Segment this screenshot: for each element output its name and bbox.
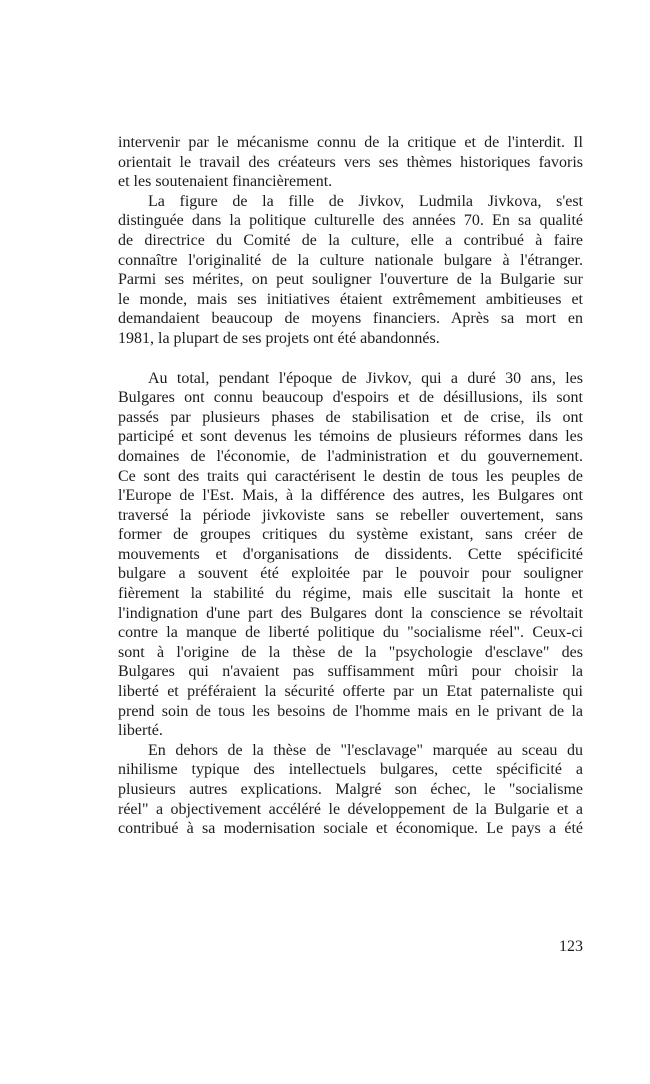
text-line: 1981, la plupart de ses projets ont été abandonnés. [118,329,440,347]
text-line: traversé la période jivkoviste sans se rebeller ouvertement, sans [118,506,583,524]
paragraph [118,741,583,839]
text-line: distinguée dans la politique culturelle des années 70. En sa qualité [118,212,583,230]
text-line: nihilisme typique des intellectuels bulgares, cette spécificité a [118,761,583,779]
text-line: participé et sont devenus les témoins de plusieurs réformes dans les [118,428,583,446]
text-line: fièrement la stabilité du régime, mais elle suscitait la honte et [118,585,583,603]
text-line: le monde, mais ses initiatives étaient extrêmement ambitieuses et [118,290,583,308]
text-line: contre la manque de liberté politique du "socialisme réel". Ceux-ci [118,624,583,642]
paragraph [118,192,583,349]
text-line: de directrice du Comité de la culture, elle a contribué à faire [118,231,583,249]
text-line: orientait le travail des créateurs vers ses thèmes historiques favoris [118,153,583,171]
text-line: Ce sont des traits qui caractérisent le destin de tous les peuples de [118,467,583,485]
text-line: liberté. [118,722,163,740]
body-text [118,133,583,839]
paragraph [118,133,583,192]
text-line: mouvements et d'organisations de dissidents. Cette spécificité [118,545,583,563]
text-line: et les soutenaient financièrement. [118,173,333,191]
text-line: liberté et préféraient la sécurité offerte par un Etat paternaliste qui [118,683,583,701]
text-line: connaître l'originalité de la culture nationale bulgare à l'étranger. [118,251,583,269]
text-line: l'indignation d'une part des Bulgares dont la conscience se révoltait [118,604,583,622]
text-line: prend soin de tous les besoins de l'homme mais en le privant de la [118,702,583,720]
text-line: Parmi ses mérites, on peut souligner l'ouverture de la Bulgarie sur [118,271,583,289]
text-line: former de groupes critiques du système existant, sans créer de [118,526,583,544]
text-line: Bulgares ont connu beaucoup d'espoirs et de désillusions, ils sont [118,389,583,407]
text-line: intervenir par le mécanisme connu de la critique et de l'interdit. Il [118,134,583,151]
text-line: Au total, pendant l'époque de Jivkov, qui a duré 30 ans, les [148,369,583,387]
page-number: 123 [559,938,583,955]
text-line: La figure de la fille de Jivkov, Ludmila Jivkova, s'est [148,192,583,210]
text-line: Bulgares qui n'avaient pas suffisamment mûri pour choisir la [118,663,583,681]
text-line: sont à l'origine de la thèse de la "psychologie d'esclave" des [118,643,583,661]
text-line: domaines de l'économie, de l'administration et du gouvernement. [118,447,583,465]
paragraph [118,369,583,741]
text-line: En dehors de la thèse de "l'esclavage" marquée au sceau du [148,741,583,759]
text-line: réel" a objectivement accéléré le développement de la Bulgarie et a [118,800,583,818]
text-line: l'Europe de l'Est. Mais, à la différence des autres, les Bulgares ont [118,487,583,505]
text-line: passés par plusieurs phases de stabilisation et de crise, ils ont [118,408,583,426]
text-line: contribué à sa modernisation sociale et économique. Le pays a été [118,820,583,838]
text-line: bulgare a souvent été exploitée par le pouvoir pour souligner [118,565,583,583]
text-line: plusieurs autres explications. Malgré son échec, le "socialisme [118,781,583,798]
text-line: demandaient beaucoup de moyens financiers. Après sa mort en [118,310,583,328]
